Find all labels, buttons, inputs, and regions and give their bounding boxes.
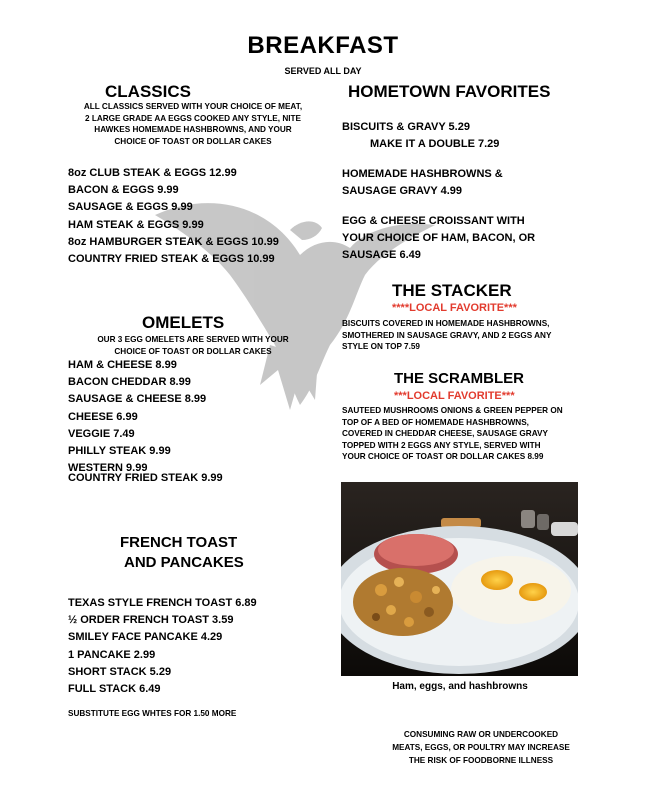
menu-item: 8oz HAMBURGER STEAK & EGGS 10.99 bbox=[68, 235, 279, 248]
description-line: TOPPED WITH 2 EGGS ANY STYLE, SERVED WITH bbox=[342, 440, 541, 450]
menu-item: 8oz CLUB STEAK & EGGS 12.99 bbox=[68, 167, 237, 179]
description-line: COVERED IN CHEDDAR CHEESE, SAUSAGE GRAVY bbox=[342, 429, 548, 438]
classics-note-line: HAWKES HOMEMADE HASHBROWNS, AND YOUR bbox=[94, 125, 292, 134]
menu-item: CHEESE 6.99 bbox=[68, 410, 138, 423]
foodborne-warning bbox=[366, 728, 596, 767]
heading-line: FRENCH TOAST bbox=[120, 534, 238, 551]
menu-item: MAKE IT A DOUBLE 7.29 bbox=[370, 138, 500, 150]
page-subtitle: SERVED ALL DAY bbox=[284, 66, 362, 76]
description-line: TOP OF A BED OF HOMEMADE HASHBROWNS, bbox=[342, 417, 529, 427]
classics-heading: CLASSICS bbox=[105, 82, 191, 101]
description-line: BISCUITS COVERED IN HOMEMADE HASHBROWNS, bbox=[342, 319, 550, 328]
classics-note-line: CHOICE OF TOAST OR DOLLAR CAKES bbox=[114, 136, 272, 146]
menu-item-line: YOUR CHOICE OF HAM, BACON, OR bbox=[342, 232, 536, 245]
classics-note bbox=[68, 101, 318, 147]
menu-item: SMILEY FACE PANCAKE 4.29 bbox=[68, 631, 223, 644]
menu-item-line: SAUSAGE 6.49 bbox=[342, 249, 421, 262]
omelets-note-line: CHOICE OF TOAST OR DOLLAR CAKES bbox=[114, 346, 272, 356]
menu-item: VEGGIE 7.49 bbox=[68, 427, 135, 440]
description-line: STYLE ON TOP 7.59 bbox=[342, 342, 420, 351]
description-line: YOUR CHOICE OF TOAST OR DOLLAR CAKES 8.99 bbox=[342, 452, 544, 461]
omelets-note bbox=[68, 334, 318, 357]
photo-caption: Ham, eggs, and hashbrowns bbox=[392, 681, 528, 692]
warning-line: MEATS, EGGS, OR POULTRY MAY INCREASE bbox=[392, 743, 570, 752]
omelets-note-line: OUR 3 EGG OMELETS ARE SERVED WITH YOUR bbox=[97, 335, 289, 344]
stacker-heading: THE STACKER bbox=[392, 281, 512, 300]
omelets-heading: OMELETS bbox=[142, 313, 225, 332]
food-photo bbox=[341, 482, 578, 676]
warning-line: CONSUMING RAW OR UNDERCOOKED bbox=[403, 730, 559, 739]
menu-item: FULL STACK 6.49 bbox=[68, 683, 161, 696]
stacker-description bbox=[342, 318, 551, 353]
hometown-croissant bbox=[342, 213, 535, 265]
menu-item: PHILLY STEAK 9.99 bbox=[68, 445, 171, 458]
heading-line: AND PANCAKES bbox=[124, 554, 244, 571]
classics-note-line: 2 LARGE GRADE AA EGGS COOKED ANY STYLE, NITE bbox=[85, 113, 301, 123]
menu-item: BISCUITS & GRAVY 5.29 bbox=[342, 121, 470, 133]
scrambler-description bbox=[342, 405, 563, 463]
menu-item: ½ ORDER FRENCH TOAST 3.59 bbox=[68, 614, 234, 627]
menu-item: SAUSAGE & CHEESE 8.99 bbox=[68, 393, 207, 406]
french-toast-heading bbox=[120, 533, 244, 573]
warning-line: THE RISK OF FOODBORNE ILLNESS bbox=[408, 756, 554, 765]
hometown-heading: HOMETOWN FAVORITES bbox=[348, 82, 551, 101]
description-line: SAUTEED MUSHROOMS ONIONS & GREEN PEPPER ON bbox=[342, 406, 563, 415]
stacker-local-favorite-tag: ****LOCAL FAVORITE*** bbox=[392, 302, 517, 314]
menu-item-line: HOMEMADE HASHBROWNS & bbox=[342, 168, 503, 180]
menu-item: TEXAS STYLE FRENCH TOAST 6.89 bbox=[68, 597, 257, 609]
substitute-note: SUBSTITUTE EGG WHTES FOR 1.50 MORE bbox=[68, 709, 237, 718]
omelets-list bbox=[68, 357, 206, 477]
menu-item: COUNTRY FRIED STEAK 9.99 bbox=[68, 472, 223, 484]
menu-item-line: SAUSAGE GRAVY 4.99 bbox=[342, 185, 463, 198]
scrambler-local-favorite-tag: ***LOCAL FAVORITE*** bbox=[394, 390, 515, 402]
classics-list bbox=[68, 165, 279, 268]
menu-item: COUNTRY FRIED STEAK & EGGS 10.99 bbox=[68, 253, 275, 266]
menu-item: HAM STEAK & EGGS 9.99 bbox=[68, 218, 204, 231]
menu-item: SAUSAGE & EGGS 9.99 bbox=[68, 201, 193, 214]
menu-item: WESTERN 9.99 bbox=[68, 462, 148, 475]
menu-item: BACON CHEDDAR 8.99 bbox=[68, 376, 191, 389]
description-line: SMOTHERED IN SAUSAGE GRAVY, AND 2 EGGS ANY bbox=[342, 330, 552, 340]
page-title: BREAKFAST bbox=[247, 32, 399, 59]
menu-item: SHORT STACK 5.29 bbox=[68, 665, 172, 678]
menu-item: 1 PANCAKE 2.99 bbox=[68, 648, 156, 661]
scrambler-heading: THE SCRAMBLER bbox=[394, 370, 524, 387]
menu-item-line: EGG & CHEESE CROISSANT WITH bbox=[342, 215, 525, 227]
menu-item: HAM & CHEESE 8.99 bbox=[68, 359, 177, 371]
menu-item: BACON & EGGS 9.99 bbox=[68, 184, 179, 197]
french-toast-list bbox=[68, 595, 257, 698]
classics-note-line: ALL CLASSICS SERVED WITH YOUR CHOICE OF MEAT, bbox=[83, 102, 303, 111]
hometown-hashbrowns bbox=[342, 166, 503, 200]
